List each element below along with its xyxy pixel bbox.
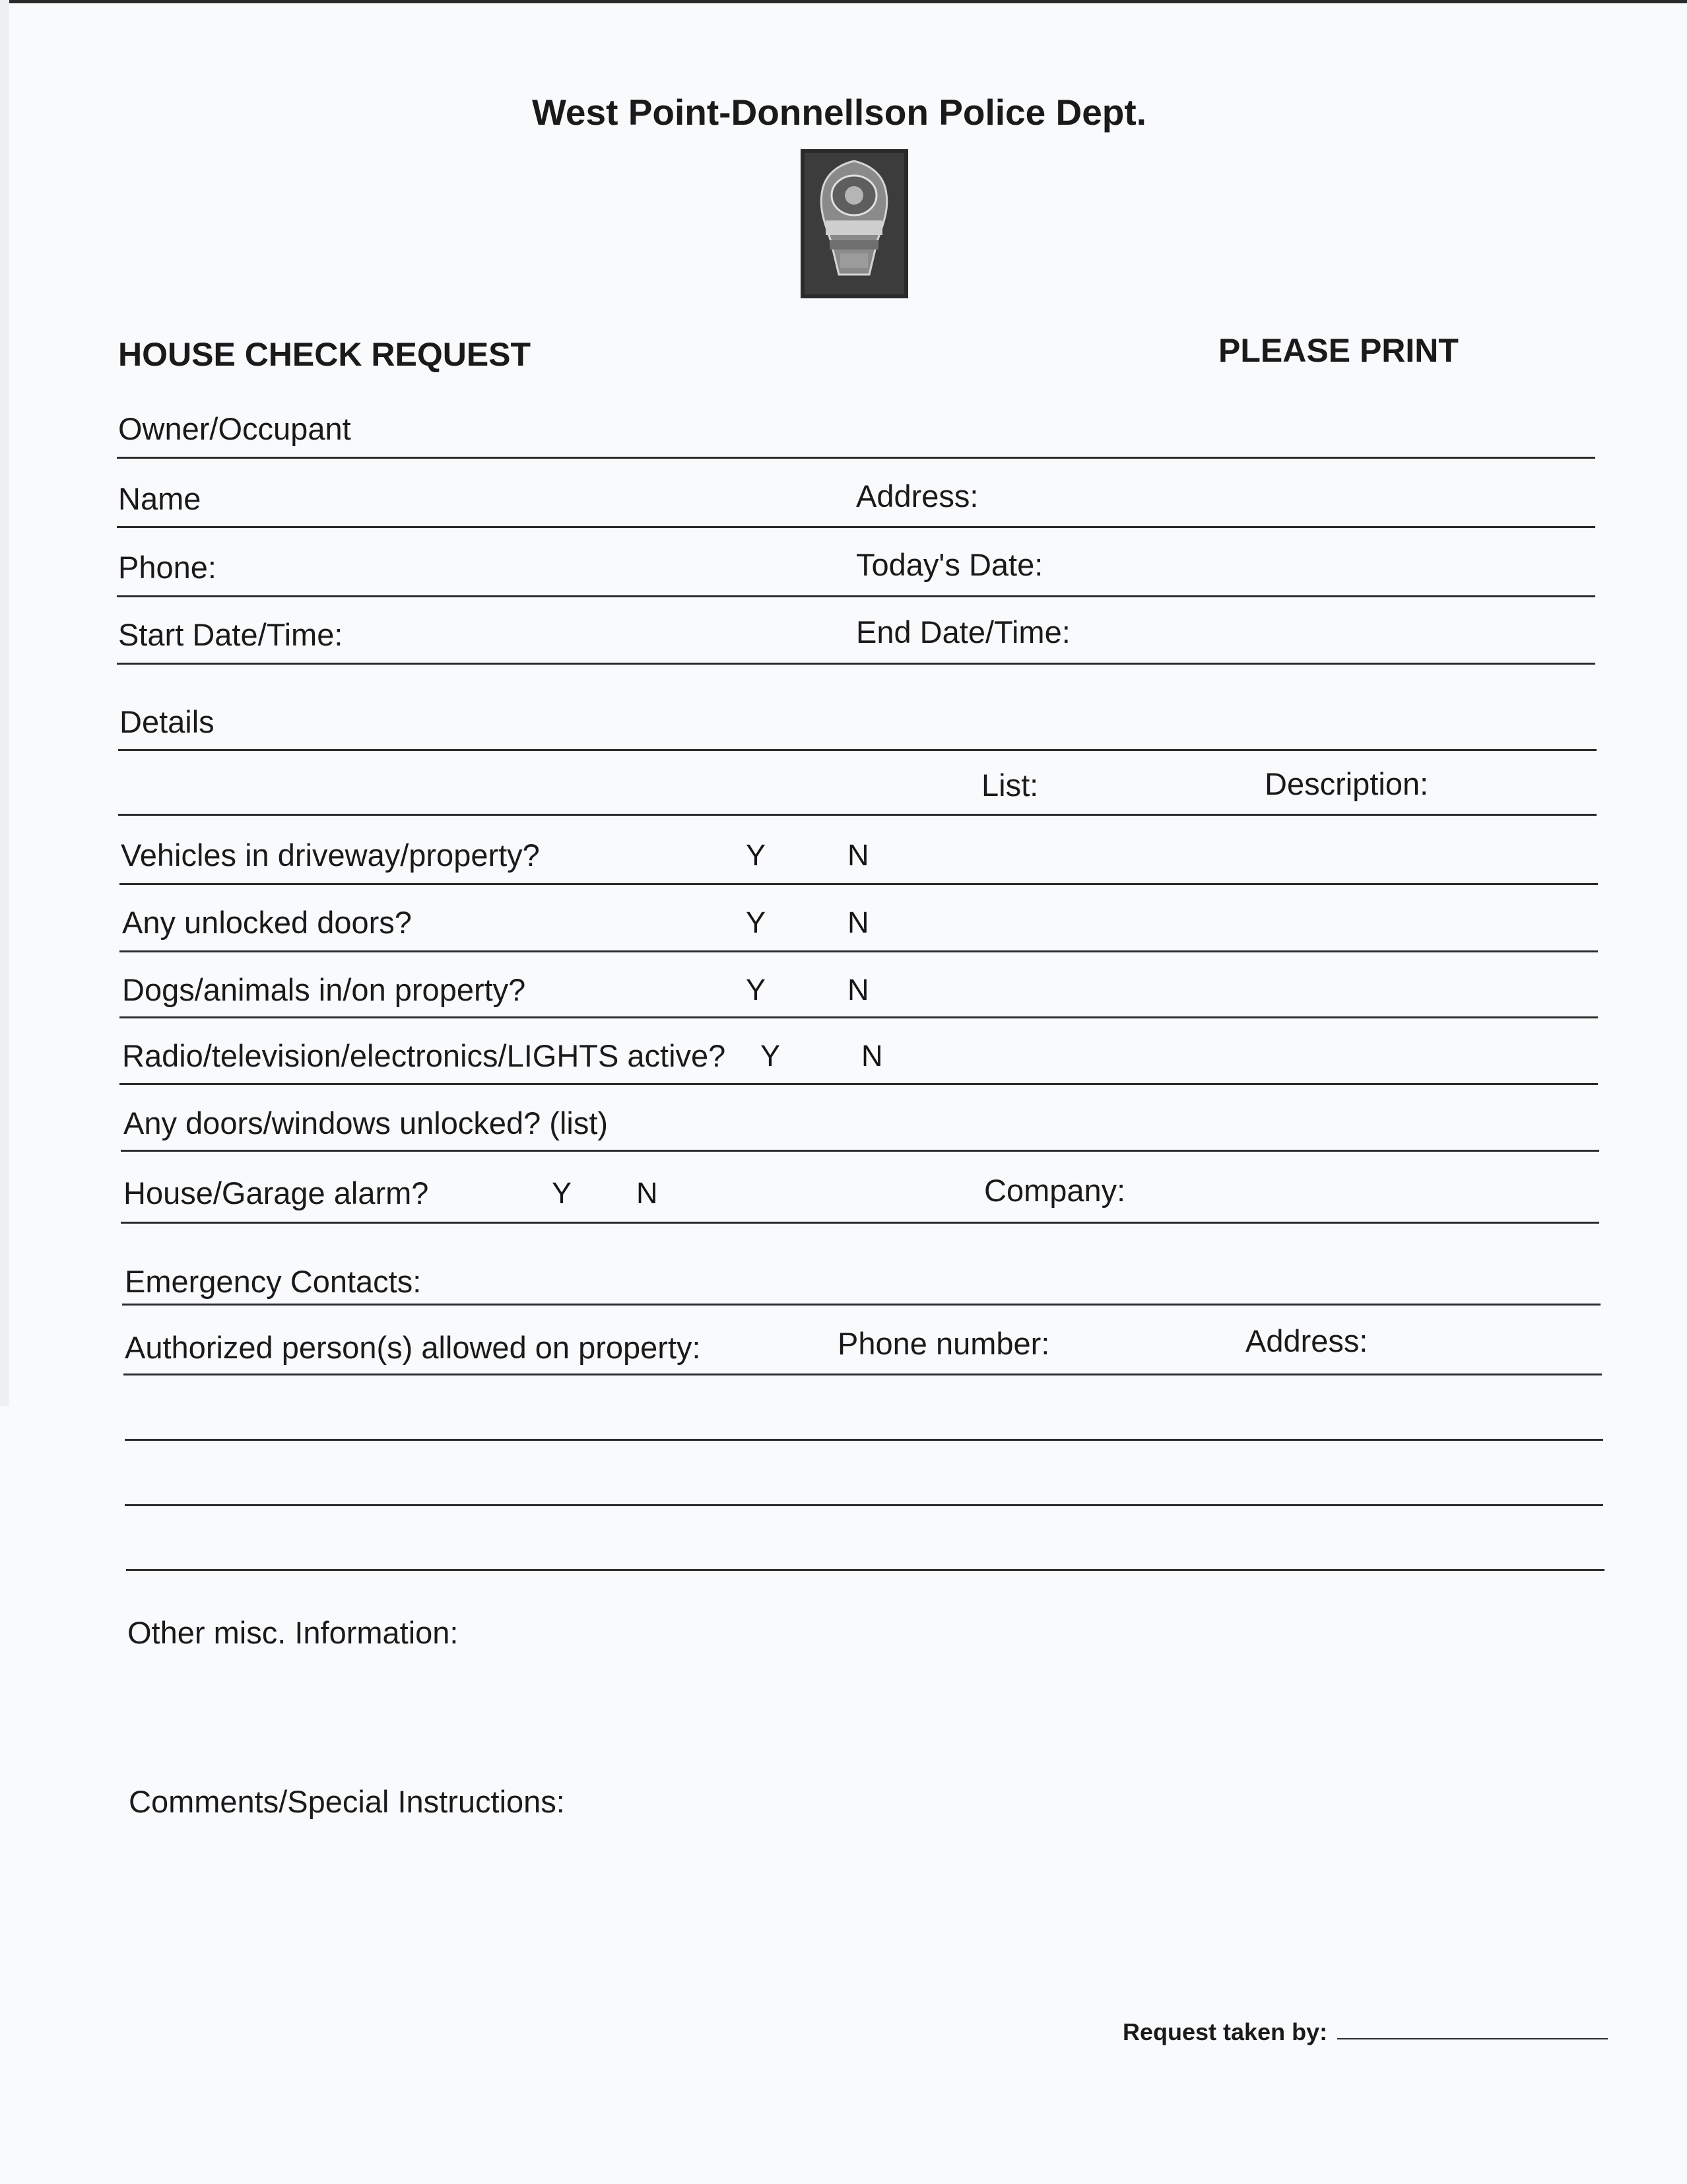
- divider: [117, 595, 1595, 597]
- divider: [125, 1504, 1603, 1506]
- divider: [126, 1569, 1604, 1571]
- divider: [122, 1304, 1601, 1306]
- doors-windows-field[interactable]: [647, 1104, 1593, 1144]
- start-datetime-field[interactable]: [370, 615, 834, 656]
- todays-date-label: Today's Date:: [856, 547, 1043, 582]
- unlocked-doors-description-field[interactable]: [937, 903, 1593, 944]
- unlocked-doors-yes-option[interactable]: Y: [746, 906, 766, 939]
- divider: [119, 883, 1598, 885]
- vehicles-question: Vehicles in driveway/property?: [121, 838, 540, 873]
- vehicles-no-option[interactable]: N: [847, 838, 869, 872]
- alarm-company-field[interactable]: [1148, 1171, 1593, 1212]
- animals-question: Dogs/animals in/on property?: [122, 972, 526, 1007]
- divider: [117, 663, 1595, 665]
- phone-field[interactable]: [238, 548, 834, 589]
- scan-edge-left: [0, 0, 9, 1406]
- divider: [121, 1150, 1599, 1152]
- phone-label: Phone:: [118, 550, 216, 585]
- alarm-no-option[interactable]: N: [636, 1176, 658, 1210]
- todays-date-field[interactable]: [1069, 545, 1587, 586]
- unlocked-doors-no-option[interactable]: N: [847, 906, 869, 939]
- divider: [119, 1083, 1598, 1085]
- details-heading: Details: [119, 704, 215, 739]
- contact-row-3-field[interactable]: [129, 1523, 1597, 1564]
- alarm-question: House/Garage alarm?: [123, 1175, 429, 1210]
- contact-phone-header: Phone number:: [838, 1326, 1050, 1361]
- authorized-persons-label: Authorized person(s) allowed on property:: [125, 1330, 701, 1365]
- divider: [118, 749, 1597, 751]
- contact-address-header: Address:: [1245, 1323, 1368, 1358]
- scan-edge-top: [0, 0, 1687, 3]
- divider: [118, 814, 1597, 816]
- address-label: Address:: [856, 479, 979, 513]
- comments-field[interactable]: [129, 1830, 1597, 2004]
- contact-row-2-field[interactable]: [129, 1459, 1597, 1500]
- request-taken-by-label: Request taken by:: [1123, 2018, 1328, 2045]
- comments-label: Comments/Special Instructions:: [129, 1784, 565, 1819]
- signature-line: [1337, 2038, 1608, 2039]
- vehicles-description-field[interactable]: [937, 836, 1593, 877]
- animals-description-field[interactable]: [937, 970, 1593, 1011]
- divider: [119, 1016, 1598, 1018]
- alarm-yes-option[interactable]: Y: [552, 1176, 572, 1210]
- divider: [125, 1439, 1603, 1441]
- start-datetime-label: Start Date/Time:: [118, 617, 343, 652]
- department-title: West Point-Donnellson Police Dept.: [532, 92, 1146, 133]
- unlocked-doors-question: Any unlocked doors?: [122, 905, 412, 940]
- vehicles-yes-option[interactable]: Y: [746, 838, 766, 872]
- name-field[interactable]: [238, 479, 834, 520]
- animals-yes-option[interactable]: Y: [746, 973, 766, 1007]
- divider: [121, 1222, 1599, 1224]
- owner-occupant-heading: Owner/Occupant: [118, 411, 351, 446]
- police-badge-icon: [801, 149, 908, 298]
- electronics-no-option[interactable]: N: [861, 1039, 883, 1073]
- doors-windows-question: Any doors/windows unlocked? (list): [123, 1106, 609, 1141]
- divider: [119, 950, 1598, 952]
- emergency-contacts-heading: Emergency Contacts:: [125, 1264, 422, 1299]
- divider: [117, 526, 1595, 528]
- animals-no-option[interactable]: N: [847, 973, 869, 1007]
- description-column-header: Description:: [1265, 766, 1429, 801]
- end-datetime-label: End Date/Time:: [856, 614, 1071, 649]
- divider: [117, 457, 1595, 459]
- other-info-field[interactable]: [127, 1661, 1595, 1782]
- divider: [123, 1373, 1602, 1375]
- address-field[interactable]: [990, 477, 1587, 517]
- electronics-description-field[interactable]: [937, 1036, 1593, 1077]
- list-column-header: List:: [981, 768, 1039, 803]
- other-info-label: Other misc. Information:: [127, 1615, 459, 1650]
- electronics-question: Radio/television/electronics/LIGHTS active?: [122, 1038, 726, 1073]
- electronics-yes-option[interactable]: Y: [760, 1039, 781, 1073]
- name-label: Name: [118, 481, 201, 516]
- alarm-company-label: Company:: [984, 1173, 1126, 1208]
- please-print-note: PLEASE PRINT: [1218, 332, 1459, 369]
- form-title: HOUSE CHECK REQUEST: [118, 336, 531, 373]
- end-datetime-field[interactable]: [1096, 612, 1587, 653]
- contact-row-1-field[interactable]: [129, 1393, 1597, 1434]
